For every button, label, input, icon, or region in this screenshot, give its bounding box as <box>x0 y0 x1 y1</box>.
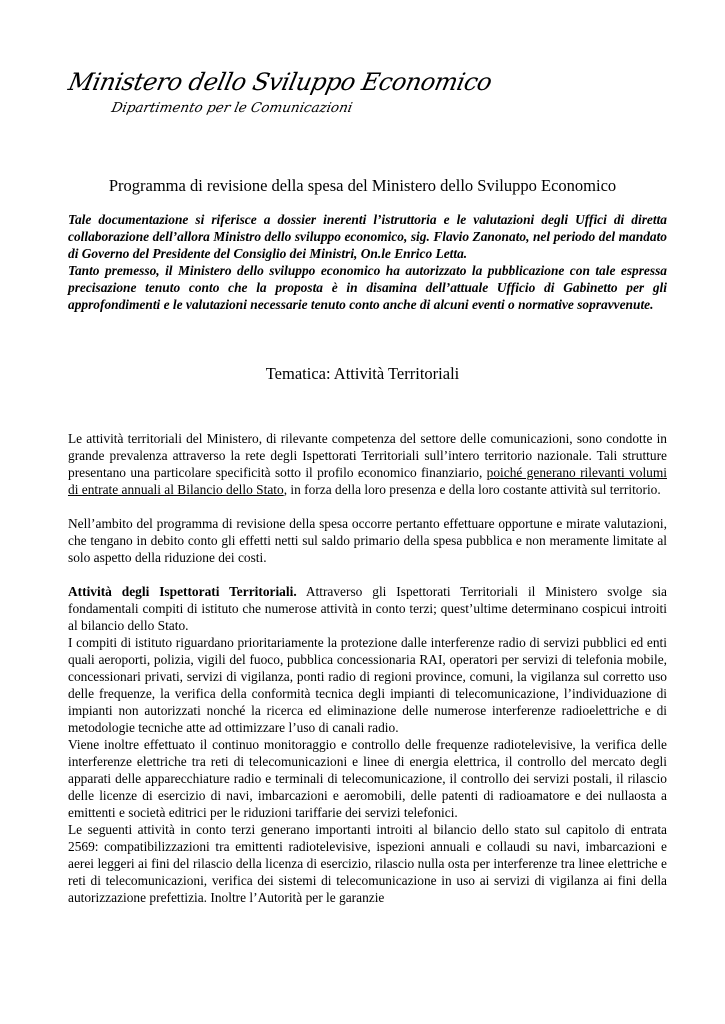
paragraph-1-start: Le attività territoriali del Ministero, di rilevante competenza del settore delle comunicazioni, sono condotte in grande prevalenza attraverso la rete degli Ispettorati Territoriali sull’intero territorio nazionale. Tali strutture presentano una particolare specificità sotto il profilo economico finanziario, <box>68 431 667 480</box>
body-paragraph-3 <box>68 583 667 634</box>
body-paragraph-4: I compiti di istituto riguardano prioritariamente la protezione dalle interferenze radio di servizi pubblici ed enti quali aeroporti, polizia, vigili del fuoco, pubblica concessionaria RAI, operatori per servizi di telefonia mobile, concessionari privati, servizi di vigilanza, ponti radio di regioni province, comuni, la vigilanza sul corretto uso delle frequenze, la verifica della conformità tecnica degli impianti di telecomunicazione, l’individuazione di impianti non autorizzati nonché la ricerca ed eliminazione delle numerose interferenze radioelettriche e di metodologie tecniche atte ad ottimizzare l’uso di canali radio. <box>68 635 667 735</box>
body-paragraph-6: Le seguenti attività in conto terzi generano importanti introiti al bilancio dello stato sul capitolo di entrata 2569: compatibilizzazioni tra emittenti radiotelevisive, ispezioni annuali e collaudi su navi, imbarcazioni e aerei leggeri ai fini del rilascio della licenza di esercizio, rilascio nulla osta per interferenze tra linee elettriche e reti di telecomunicazioni, verifica dei sistemi di telecomunicazione in uso ai servizi di vigilanza ai fini della autorizzazione prefettizia. Inoltre l’Autorità per le garanzie <box>68 822 667 905</box>
section-heading-ispettorati: Attività degli Ispettorati Territoriali. <box>68 584 297 599</box>
ministry-name: Ministero dello Sviluppo Economico <box>66 68 495 96</box>
paragraph-3-text: Attraverso gli Ispettorati Territoriali il Ministero svolge sia fondamentali compiti di istituto che numerose attività in conto terzi; quest’ultime determinano cospicui introiti al bilancio dello Stato. <box>68 584 667 633</box>
disclaimer <box>68 212 667 313</box>
paragraph-1-end: , in forza della loro presenza e della loro costante attività sul territorio. <box>283 482 661 497</box>
letterhead <box>66 68 495 116</box>
disclaimer-paragraph-2: Tanto premesso, il Ministero dello sviluppo economico ha autorizzato la pubblicazione con tale espressa precisazione tenuto conto che la proposta è in disamina dell’attuale Ufficio di Gabinetto per gli approfondimenti e le valutazioni necessarie tenuto conto anche di alcuni eventi o normative sopravvenute. <box>68 262 667 312</box>
theme-heading: Tematica: Attività Territoriali <box>265 364 460 383</box>
body-paragraph-1 <box>68 430 667 498</box>
document-title: Programma di revisione della spesa del Ministero dello Sviluppo Economico <box>108 176 617 195</box>
body-text <box>68 430 667 906</box>
department-name: Dipartimento per le Comunicazioni <box>110 100 354 116</box>
underlined-phrase: poiché generano rilevanti volumi di entrate annuali al Bilancio dello Stato <box>68 465 667 497</box>
body-paragraph-5: Viene inoltre effettuato il continuo monitoraggio e controllo delle frequenze radiotelevisive, la verifica delle interferenze elettriche tra reti di telecomunicazioni e linee di energia elettrica, il controllo del mercato degli apparati delle apparecchiature radio e terminali di telecomunicazione, il controllo dei servizi postali, il rilascio delle licenze di esercizio di navi, imbarcazioni e aeromobili, delle patenti di radioamatore e dei nullaosta a emittenti e società editrici per le riduzioni tariffarie dei servizi telefonici. <box>68 737 667 820</box>
body-paragraph-2: Nell’ambito del programma di revisione della spesa occorre pertanto effettuare opportune e mirate valutazioni, che tengano in debito conto gli effetti netti sul saldo primario della spesa pubblica e non meramente limitate al solo aspetto della riduzione dei costi. <box>68 516 667 565</box>
disclaimer-paragraph-1: Tale documentazione si riferisce a dossier inerenti l’istruttoria e le valutazioni degli Uffici di diretta collaborazione dell’allora Ministro dello sviluppo economico, sig. Flavio Zanonato, nel periodo del mandato di Governo del Presidente del Consiglio dei Ministri, On.le Enrico Letta. <box>68 212 667 261</box>
